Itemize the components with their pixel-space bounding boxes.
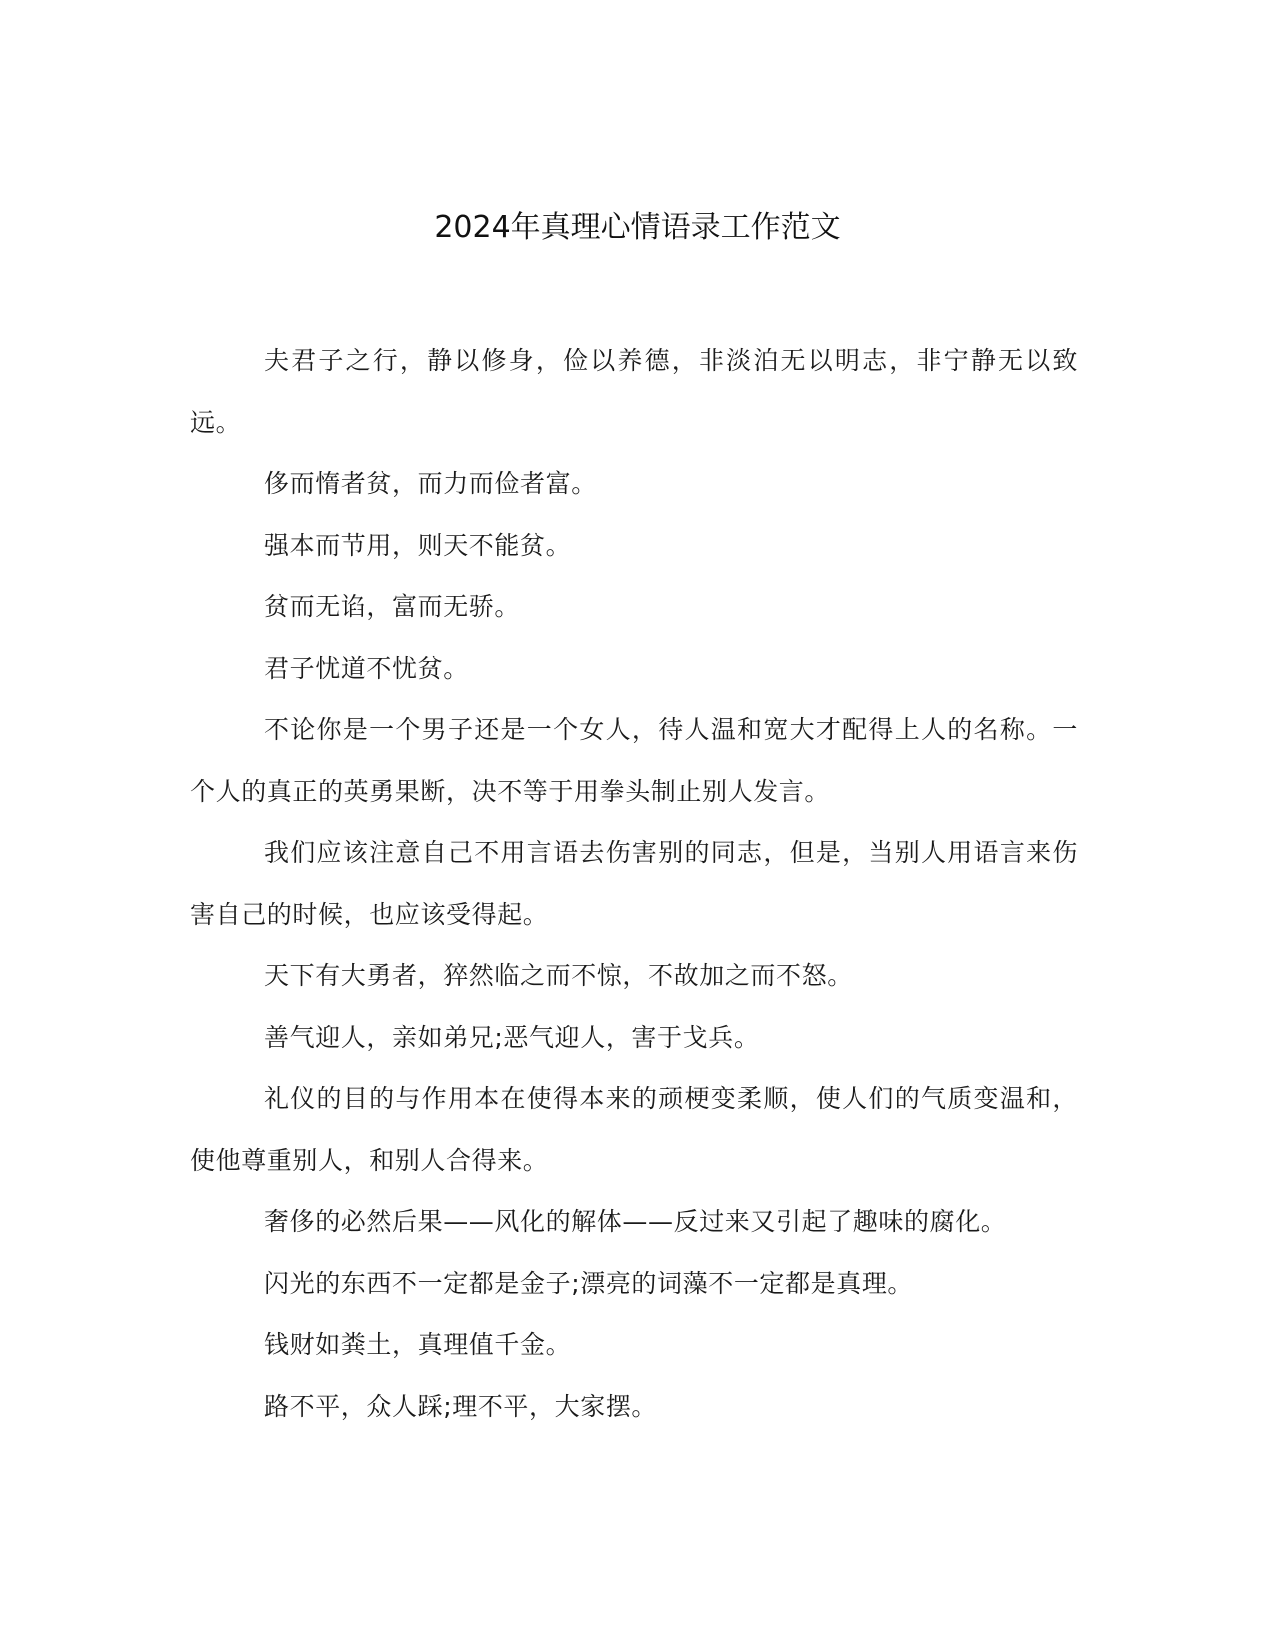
paragraph: 我们应该注意自己不用言语去伤害别的同志，但是，当别人用语言来伤害自己的时候，也应该受得起。: [190, 838, 1078, 929]
paragraph: 路不平，众人踩;理不平，大家摆。: [264, 1391, 658, 1421]
paragraph: 君子忧道不忧贫。: [264, 653, 469, 683]
paragraph: 侈而惰者贫，而力而俭者富。: [264, 469, 597, 498]
paragraph: 奢侈的必然后果——风化的解体——反过来又引起了趣味的腐化。: [264, 1207, 1007, 1236]
document-title: 2024年真理心情语录工作范文: [434, 210, 841, 245]
paragraph: 夫君子之行，静以修身，俭以养德，非淡泊无以明志，非宁静无以致远。: [190, 346, 1078, 437]
paragraph: 闪光的东西不一定都是金子;漂亮的词藻不一定都是真理。: [264, 1268, 914, 1298]
paragraph: 贫而无谄，富而无骄。: [264, 592, 521, 621]
paragraph: 善气迎人，亲如弟兄;恶气迎人，害于戈兵。: [264, 1022, 760, 1052]
paragraph: 天下有大勇者，猝然临之而不惊，不故加之而不怒。: [264, 961, 853, 990]
paragraph: 礼仪的目的与作用本在使得本来的顽梗变柔顺，使人们的气质变温和，使他尊重别人，和别人合得来。: [190, 1084, 1078, 1175]
paragraph: 不论你是一个男子还是一个女人，待人温和宽大才配得上人的名称。一个人的真正的英勇果断，决不等于用拳头制止别人发言。: [190, 715, 1078, 806]
paragraph: 强本而节用，则天不能贫。: [264, 530, 572, 560]
paragraph: 钱财如粪土，真理值千金。: [264, 1330, 572, 1359]
document-body: [190, 330, 1078, 1437]
